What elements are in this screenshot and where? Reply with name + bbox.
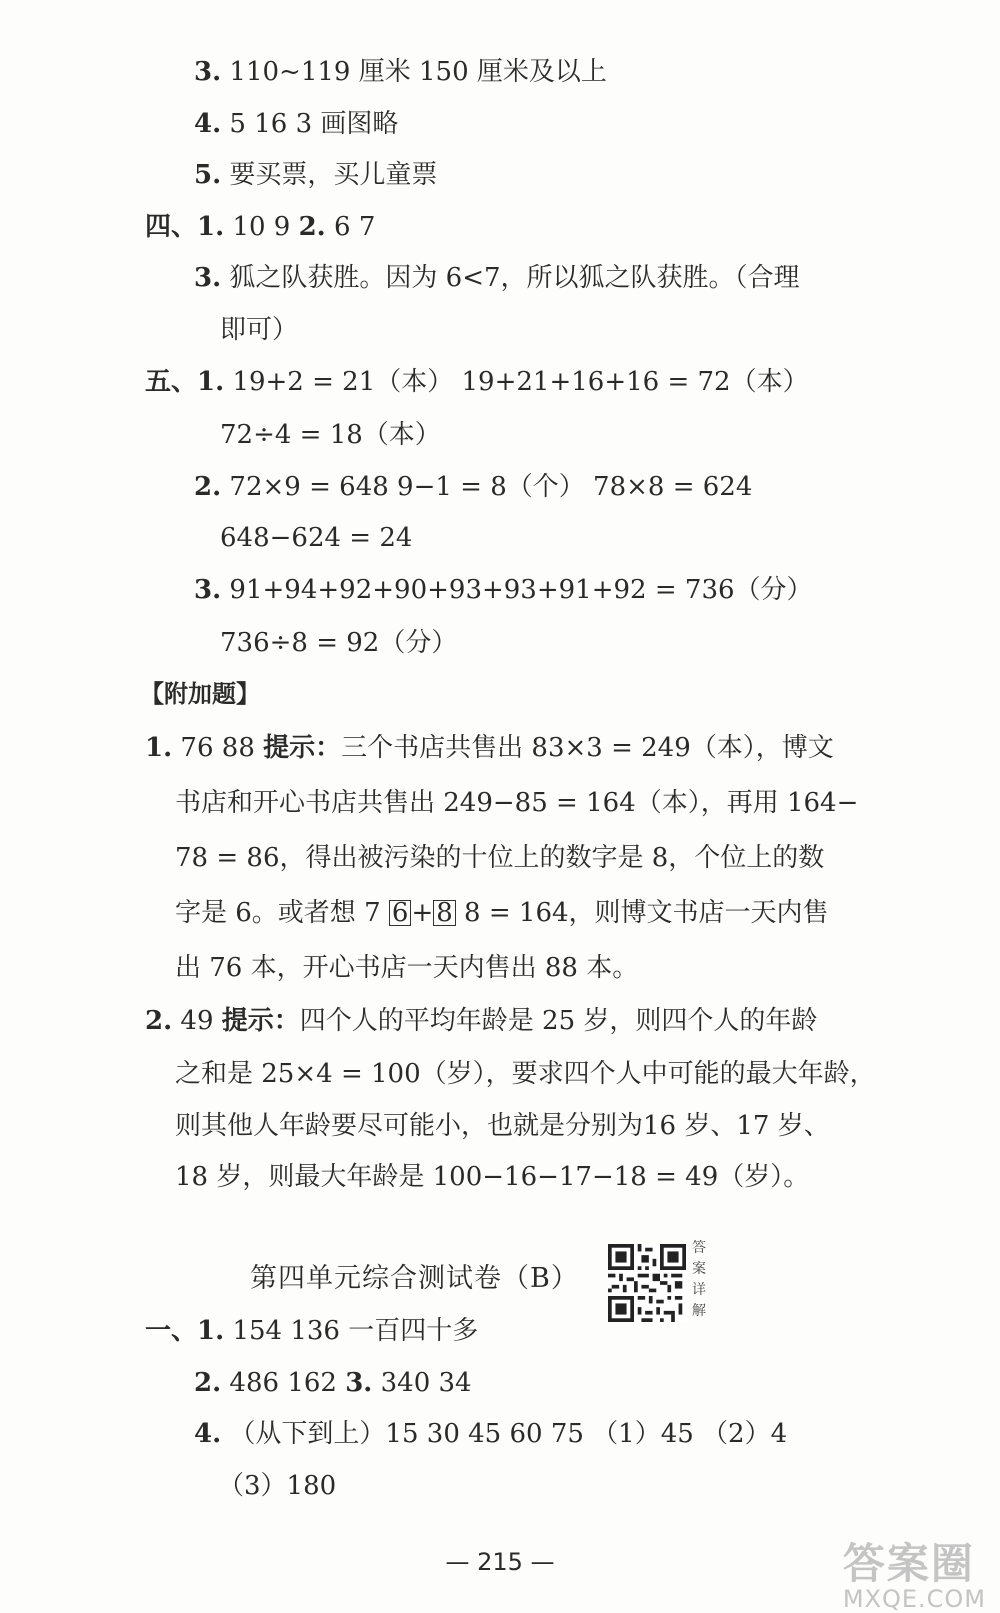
item-number: 1. xyxy=(197,367,225,397)
item-number: 4. xyxy=(194,1419,222,1449)
test-answer-line xyxy=(145,1315,478,1347)
boxed-digit: 8 xyxy=(433,900,456,926)
answer-text: 72÷4 = 18（本） xyxy=(220,420,441,450)
answer-line xyxy=(194,159,437,191)
hint-text: 出 76 本，开心书店一天内售出 88 本。 xyxy=(175,953,639,983)
answer-line xyxy=(145,366,809,398)
item-number: 2. xyxy=(194,1368,222,1398)
answer-text: 狐之队获胜。因为 6<7，所以狐之队获胜。（合理 xyxy=(229,263,800,293)
hint-text: 书店和开心书店共售出 249−85 = 164（本），再用 164− xyxy=(175,788,859,818)
item-number: 3. xyxy=(194,57,222,87)
hint-text: 78 = 86，得出被污染的十位上的数字是 8，个位上的数 xyxy=(175,843,825,873)
page-number: — 215 — xyxy=(445,1548,555,1576)
plus-sign: + xyxy=(411,898,434,928)
answer-text: 19+2 = 21（本） 19+21+16+16 = 72（本） xyxy=(232,367,809,397)
bonus-q1-line xyxy=(145,732,834,764)
section-number: 一、 xyxy=(145,1316,198,1346)
answer-text: （3）180 xyxy=(218,1471,337,1501)
answer-line xyxy=(194,56,607,88)
answer-line xyxy=(220,522,412,554)
item-number: 3. xyxy=(194,575,222,605)
answer-line xyxy=(220,627,457,659)
bonus-q2-line xyxy=(175,1161,809,1193)
answer-line xyxy=(145,211,375,243)
test-answer-line xyxy=(218,1470,336,1502)
hint-text: 三个书店共售出 83×3 = 249（本），博文 xyxy=(341,733,834,763)
item-number: 3. xyxy=(194,263,222,293)
qr-label: 答案详解 xyxy=(692,1240,706,1319)
answer-line xyxy=(220,314,298,346)
bonus-q2-line xyxy=(145,1005,817,1037)
answer-text: 648−624 = 24 xyxy=(220,523,413,553)
answer-text: 76 88 xyxy=(180,733,264,763)
hint-text: 之和是 25×4 = 100（岁），要求四个人中可能的最大年龄， xyxy=(175,1059,876,1089)
item-number: 2. xyxy=(298,212,326,242)
item-number: 4. xyxy=(194,109,222,139)
item-number: 1. xyxy=(197,212,225,242)
item-number: 1. xyxy=(197,1316,225,1346)
item-number: 5. xyxy=(194,160,222,190)
test-answer-line xyxy=(194,1367,472,1399)
item-number: 1. xyxy=(145,733,173,763)
hint-label: 提示： xyxy=(221,1006,300,1036)
bonus-q1-line xyxy=(175,842,824,874)
hint-text: 18 岁，则最大年龄是 100−16−17−18 = 49（岁）。 xyxy=(175,1162,810,1192)
section-number: 四、 xyxy=(145,212,198,242)
item-number: 2. xyxy=(194,472,222,502)
answer-text: 340 34 xyxy=(380,1368,472,1398)
bonus-q1-line xyxy=(175,952,638,984)
answer-text: 49 xyxy=(180,1006,222,1036)
answer-text: 要买票，买儿童票 xyxy=(229,160,438,190)
bonus-q1-line xyxy=(175,897,829,929)
answer-line xyxy=(194,574,813,606)
answer-line xyxy=(194,471,752,503)
answer-text: 5 16 3 画图略 xyxy=(229,109,399,139)
hint-text: 四个人的平均年龄是 25 岁，则四个人的年龄 xyxy=(299,1006,818,1036)
item-number: 2. xyxy=(145,1006,173,1036)
answer-text: 72×9 = 648 9−1 = 8（个） 78×8 = 624 xyxy=(229,472,753,502)
answer-text: 即可） xyxy=(220,315,299,345)
bonus-q2-line xyxy=(175,1110,830,1142)
section-number: 五、 xyxy=(145,367,198,397)
answer-line xyxy=(194,262,800,294)
answer-text: （从下到上）15 30 45 60 75 （1）45 （2）4 xyxy=(229,1419,788,1449)
boxed-digit: 6 xyxy=(389,900,412,926)
answer-text: 110~119 厘米 150 厘米及以上 xyxy=(229,57,607,87)
answer-text: 10 9 xyxy=(232,212,299,242)
qr-code-icon[interactable] xyxy=(608,1244,686,1322)
answer-text: 486 162 xyxy=(229,1368,346,1398)
hint-label: 提示： xyxy=(263,733,342,763)
item-number: 3. xyxy=(345,1368,373,1398)
test-title: 第四单元综合测试卷（B） xyxy=(250,1263,579,1294)
bonus-heading: 【附加题】 xyxy=(140,679,260,708)
test-answer-line xyxy=(194,1418,787,1450)
answer-text: 91+94+92+90+93+93+91+92 = 736（分） xyxy=(229,575,813,605)
watermark-logo xyxy=(842,1539,986,1613)
watermark-bottom: MXQE.COM xyxy=(842,1585,986,1613)
answer-text: 736÷8 = 92（分） xyxy=(220,628,458,658)
answer-text: 6 7 xyxy=(334,212,376,242)
bonus-q1-line xyxy=(175,787,858,819)
hint-text: 则其他人年龄要尽可能小，也就是分别为16 岁、17 岁、 xyxy=(175,1111,830,1141)
answer-line xyxy=(194,108,398,140)
watermark-top: 答案圈 xyxy=(842,1539,975,1588)
answer-line xyxy=(220,419,441,451)
answer-text: 154 136 一百四十多 xyxy=(232,1316,479,1346)
hint-text: 8 = 164，则博文书店一天内售 xyxy=(455,898,829,928)
bonus-q2-line xyxy=(175,1058,876,1090)
hint-text: 字是 6。或者想 7 xyxy=(175,898,389,928)
